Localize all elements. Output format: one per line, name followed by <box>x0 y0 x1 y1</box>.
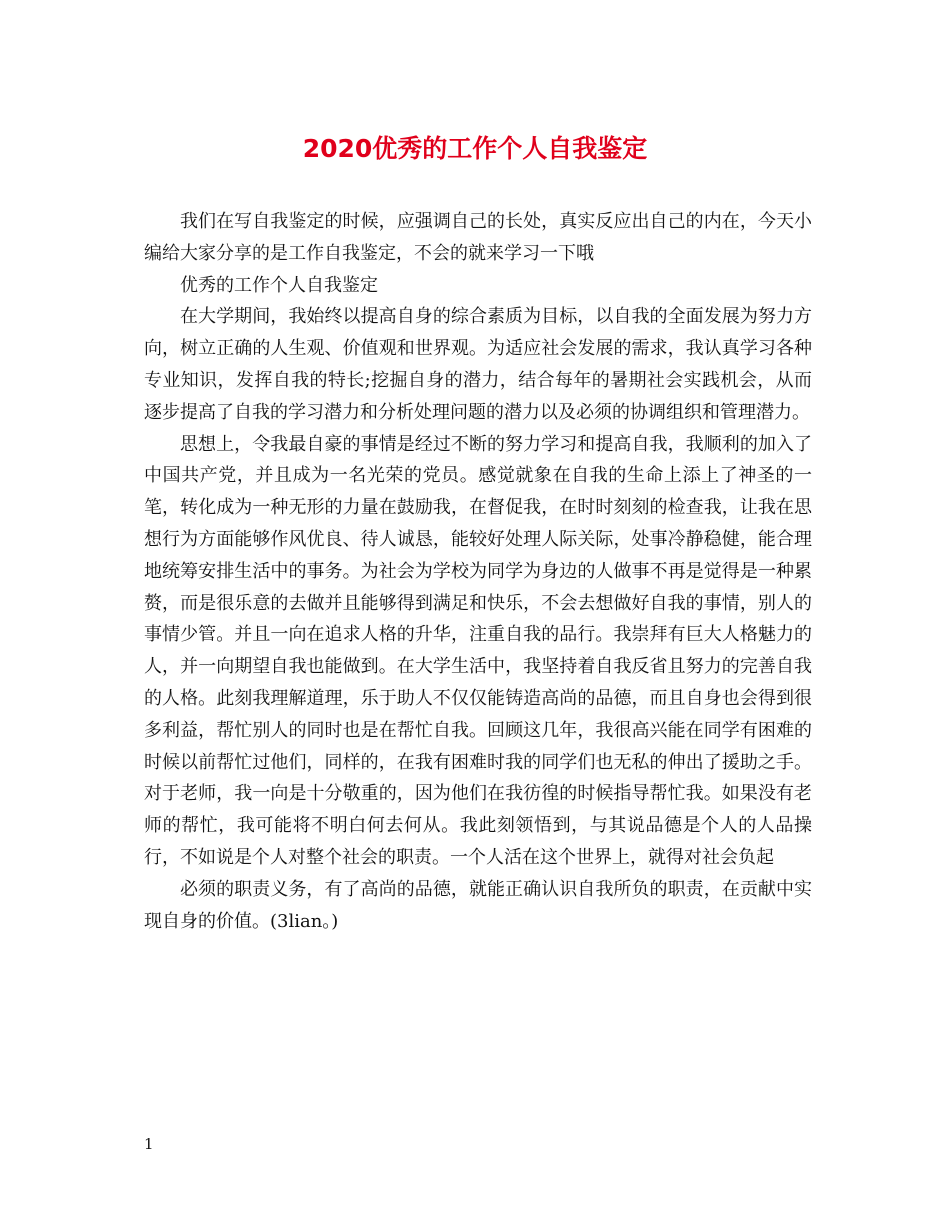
page-number: 1 <box>144 1135 154 1153</box>
body-paragraph: 在大学期间，我始终以提高自身的综合素质为目标，以自我的全面发展为努力方向，树立正确的人生观、价值观和世界观。为适应社会发展的需求，我认真学习各种专业知识，发挥自我的特长;挖掘自身的潜力，结合每年的暑期社会实践机会，从而逐步提高了自我的学习潜力和分析处理问题的潜力以及必须的协调组织和管理潜力。 <box>144 306 812 423</box>
body-paragraph: 必须的职责义务，有了高尚的品德，就能正确认识自我所负的职责，在贡献中实现自身的价值。(3lian。) <box>144 878 812 932</box>
section-heading: 优秀的工作个人自我鉴定 <box>180 274 378 296</box>
document-body <box>144 206 812 937</box>
intro-paragraph: 我们在写自我鉴定的时候，应强调自己的长处，真实反应出自己的内在，今天小编给大家分享的是工作自我鉴定，不会的就来学习一下哦 <box>144 211 812 264</box>
document-title: 2020优秀的工作个人自我鉴定 <box>302 134 648 163</box>
body-paragraph: 思想上，令我最自豪的事情是经过不断的努力学习和提高自我，我顺利的加入了中国共产党，并且成为一名光荣的党员。感觉就象在自我的生命上添上了神圣的一笔，转化成为一种无形的力量在鼓励我，在督促我，在时时刻刻的检查我，让我在思想行为方面能够作风优良、待人诚恳，能较好处理人际关际，处事冷静稳健，能合理地统筹安排生活中的事务。为社会为学校为同学为身边的人做事不再是觉得是一种累赘，而是很乐意的去做并且能够得到满足和快乐，不会去想做好自我的事情，别人的事情少管。并且一向在追求人格的升华，注重自我的品行。我崇拜有巨大人格魅力的人，并一向期望自我也能做到。在大学生活中，我坚持着自我反省且努力的完善自我的人格。此刻我理解道理，乐于助人不仅仅能铸造高尚的品德，而且自身也会得到很多利益，帮忙别人的同时也是在帮忙自我。回顾这几年，我很高兴能在同学有困难的时候以前帮忙过他们，同样的，在我有困难时我的同学们也无私的伸出了援助之手。对于老师，我一向是十分敬重的，因为他们在我彷徨的时候指导帮忙我。如果没有老师的帮忙，我可能将不明白何去何从。我此刻领悟到，与其说品德是个人的人品操行，不如说是个人对整个社会的职责。一个人活在这个世界上，就得对社会负起 <box>144 433 812 868</box>
